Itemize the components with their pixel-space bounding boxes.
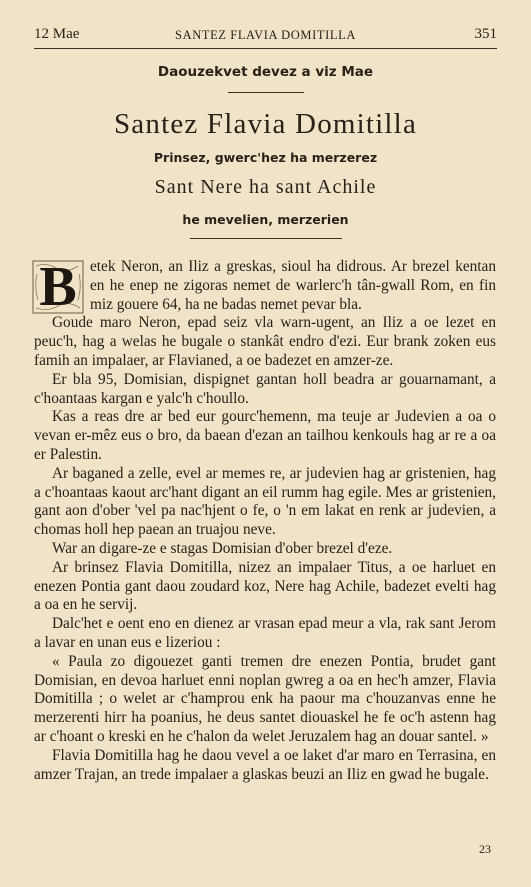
saint-title: Santez Flavia Domitilla bbox=[113, 108, 418, 140]
paragraph: Ar brinsez Flavia Domitilla, nizez an impalaer Titus, a oe harluet en enezen Pontia gant daou zoudard koz, Nere hag Achile, badezet evelti hag a oa en he servij. bbox=[34, 558, 496, 614]
body-text bbox=[34, 258, 496, 784]
short-rule bbox=[228, 92, 304, 93]
day-heading: Daouzekvet devez a viz Mae bbox=[157, 64, 374, 80]
paragraph: Ar baganed a zelle, evel ar memes re, ar judevien hag ar gristenien, hag a c'hoantaas kaout arc'hant digant an eil rumm hag egile. Mes ar gristenien, gant aon d'ober 'vel pa nac'hjent o fe, o 'n em lakat en renk ar judevien, a chomas holl hep paean an truajou neve. bbox=[34, 464, 496, 539]
paragraph: Kas a reas dre ar bed eur gourc'hemenn, ma teuje ar Judevien a oa o vevan er-mêz eus o bro, da baean d'ezan an tailhou kenkouls hag ar re a oa er Palestin. bbox=[34, 408, 496, 463]
paragraph: Er bla 95, Domisian, dispignet gantan holl beadra ar gouarnamant, a c'hoantaas kargan e yalc'h c'houllo. bbox=[34, 370, 496, 407]
dropcap-letter: B bbox=[39, 256, 77, 318]
saint-subtitle: Prinsez, gwerc'hez ha merzerez bbox=[153, 150, 378, 165]
paragraph-text: etek Neron, an Iliz a greskas, sioul ha didrous. Ar brezel kentan en he enep ne zigoras nemet de warlerc'h tân-gwall Rom, en fin miz gouere 64, ha ne badas nemet pevar bla. bbox=[90, 258, 496, 313]
paragraph: Flavia Domitilla hag he daou vevel a oe laket d'ar maro en Terrasina, en amzer Trajan, an trede impalaer a glaskas beuzi an Iliz en gwad he bugale. bbox=[34, 746, 496, 783]
running-head-title: SANTEZ FLAVIA DOMITILLA bbox=[175, 28, 356, 42]
section-rule bbox=[190, 238, 342, 239]
second-title: Sant Nere ha sant Achile bbox=[154, 176, 377, 198]
paragraph: Goude maro Neron, epad seiz vla warn-ugent, an Iliz a oe lezet en peuc'h, hag a welas he bugale o stankât endro d'ezi. Eur brank zoken eus famih an impalaer, ar Flavianed, a oe badezet en amzer-ze. bbox=[34, 314, 496, 369]
paragraph: War an digare-ze e stagas Domisian d'ober brezel d'eze. bbox=[52, 539, 393, 557]
page-number: 351 bbox=[474, 26, 497, 42]
quotation: « Paula zo digouezet ganti tremen dre enezen Pontia, brudet gant Domisian, en devoa harluet enni noplan gwreg a oa en hec'h amzer, Flavia Domitilla ; o welet ar c'hamprou enk ha paour ma c'houzanvas enne he merzerenti hirr ha poanius, he deus santet diouaskel he fe oc'h astenn hag ar c'hoant o kreski en he c'halon da welet Jeruzalem hag an douar santel. » bbox=[34, 652, 496, 745]
ornamental-dropcap bbox=[32, 256, 84, 318]
running-head bbox=[34, 26, 497, 49]
signature-mark: 23 bbox=[479, 842, 491, 856]
paragraph: Dalc'het e oent eno en dienez ar vrasan epad meur a vla, rak sant Jerom a lavar en unan eus e lizeriou : bbox=[34, 615, 496, 651]
paragraph bbox=[34, 256, 496, 318]
running-head-date: 12 Mae bbox=[34, 26, 80, 42]
second-subtitle: he mevelien, merzerien bbox=[182, 212, 349, 227]
